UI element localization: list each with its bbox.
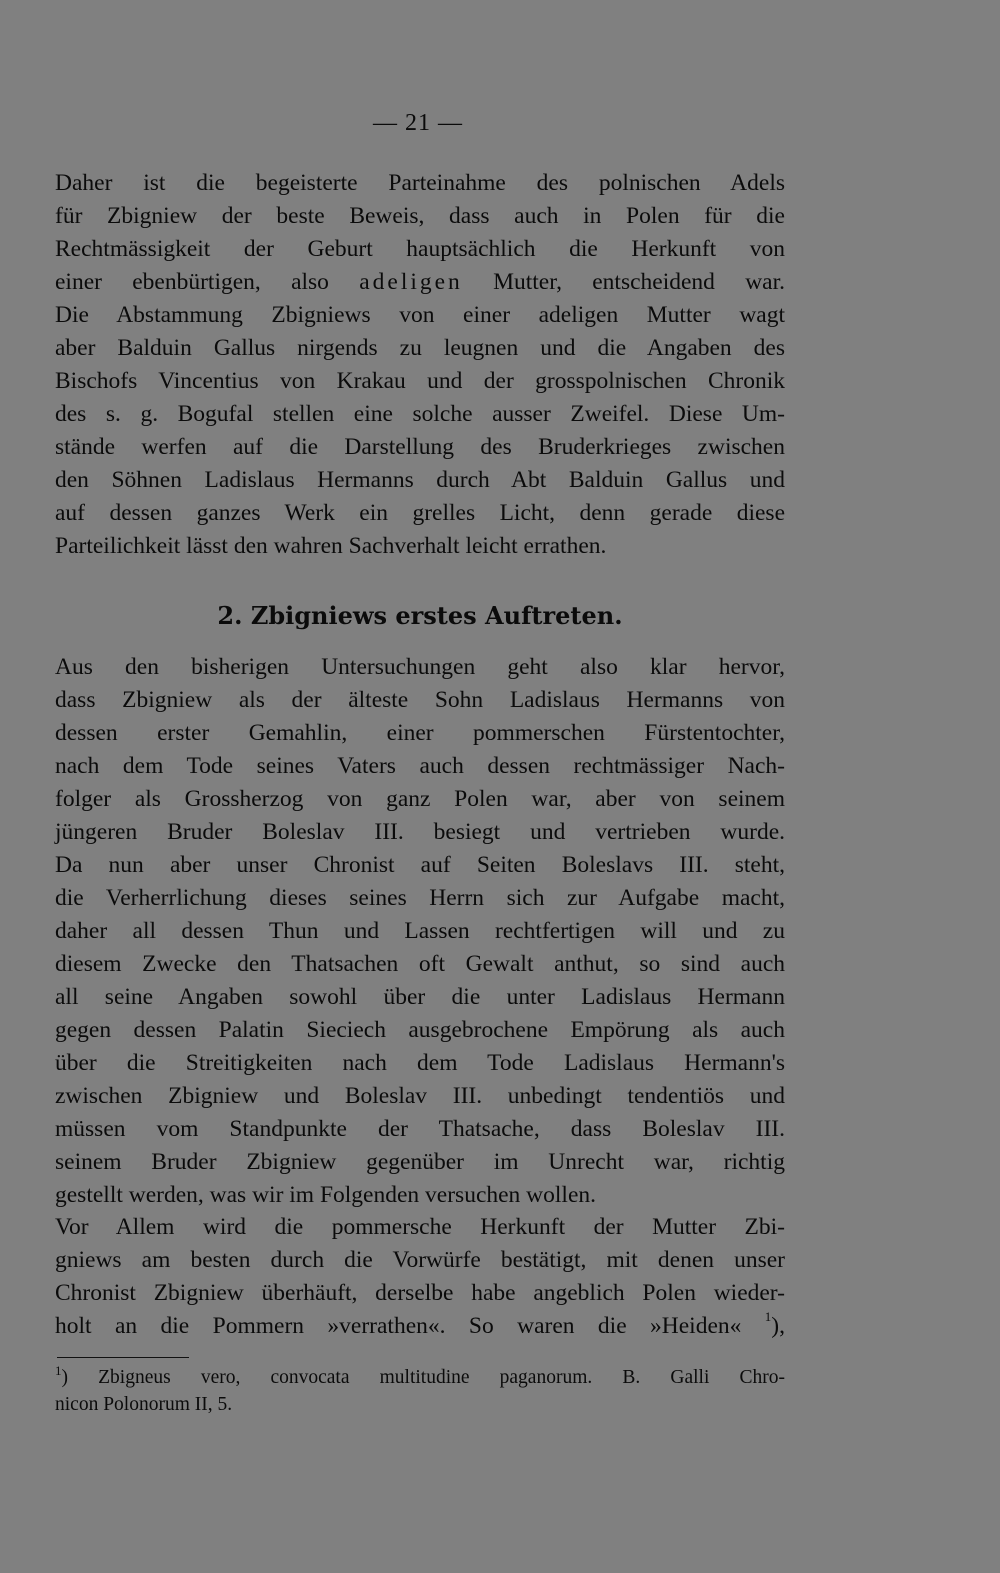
text-segment: ), xyxy=(771,1313,785,1339)
text-line xyxy=(55,266,785,299)
footnote xyxy=(55,1364,785,1418)
text-line: jüngeren Bruder Boleslav III. besiegt und vertrieben wurde. xyxy=(55,819,785,845)
text-line: daher all dessen Thun und Lassen rechtfertigen will und zu xyxy=(55,918,785,944)
footnote-marker: 1 xyxy=(55,1363,62,1378)
text-segment: Mutter, entscheidend war. xyxy=(462,269,786,295)
text-line: dessen erster Gemahlin, einer pommerschen Fürstentochter, xyxy=(55,720,785,746)
text-line: folger als Grossherzog von ganz Polen war, aber von seinem xyxy=(55,786,785,812)
text-segment: ) Zbigneus vero, convocata multitudine paganorum. B. Galli Chro- xyxy=(61,1367,785,1388)
text-segment: holt an die Pommern »verrathen«. So waren die »Heiden« xyxy=(55,1313,765,1339)
footnote-reference: 1 xyxy=(764,1309,772,1324)
text-line: gegen dessen Palatin Sieciech ausgebrochene Empörung als auch xyxy=(55,1017,785,1043)
text-line: des s. g. Bogufal stellen eine solche ausser Zweifel. Diese Um- xyxy=(55,401,785,427)
text-line: Die Abstammung Zbigniews von einer adeligen Mutter wagt xyxy=(55,302,785,328)
section-heading: 2. Zbigniews erstes Auftreten. xyxy=(217,601,623,630)
text-line: die Verherrlichung dieses seines Herrn sich zur Aufgabe macht, xyxy=(55,885,785,911)
text-line: all seine Angaben sowohl über die unter Ladislaus Hermann xyxy=(55,984,785,1010)
text-line: zwischen Zbigniew und Boleslav III. unbedingt tendentiös und xyxy=(55,1083,785,1109)
text-line: diesem Zwecke den Thatsachen oft Gewalt anthut, so sind auch xyxy=(55,951,785,977)
text-line: Parteilichkeit lässt den wahren Sachverhalt leicht errathen. xyxy=(55,533,607,559)
text-line: Bischofs Vincentius von Krakau und der grosspolnischen Chronik xyxy=(55,368,785,394)
text-line: stände werfen auf die Darstellung des Bruderkrieges zwischen xyxy=(55,434,785,460)
text-line: seinem Bruder Zbigniew gegenüber im Unrecht war, richtig xyxy=(55,1149,785,1175)
text-segment: einer ebenbürtigen, also xyxy=(55,269,360,295)
paragraph-3 xyxy=(55,1211,785,1343)
text-line: Aus den bisherigen Untersuchungen geht also klar hervor, xyxy=(55,654,785,680)
text-line: über die Streitigkeiten nach dem Tode Ladislaus Hermann's xyxy=(55,1050,785,1076)
text-line: Rechtmässigkeit der Geburt hauptsächlich die Herkunft von xyxy=(55,236,785,262)
text-line: aber Balduin Gallus nirgends zu leugnen und die Angaben des xyxy=(55,335,785,361)
footnote-line xyxy=(55,1364,785,1391)
page-number: — 21 — xyxy=(373,110,463,136)
text-line: für Zbigniew der beste Beweis, dass auch in Polen für die xyxy=(55,203,785,229)
emphasized-word: adeligen xyxy=(359,269,463,295)
text-line: auf dessen ganzes Werk ein grelles Licht, denn gerade diese xyxy=(55,500,785,526)
text-line: Daher ist die begeisterte Parteinahme des polnischen Adels xyxy=(55,170,785,196)
text-line: den Söhnen Ladislaus Hermanns durch Abt Balduin Gallus und xyxy=(55,467,785,493)
text-line: gestellt werden, was wir im Folgenden versuchen wollen. xyxy=(55,1182,597,1208)
text-line xyxy=(55,1310,785,1343)
text-line: Chronist Zbigniew überhäuft, derselbe habe angeblich Polen wieder- xyxy=(55,1280,785,1306)
text-line: nach dem Tode seines Vaters auch dessen rechtmässiger Nach- xyxy=(55,753,785,779)
text-line: dass Zbigniew als der älteste Sohn Ladislaus Hermanns von xyxy=(55,687,785,713)
paragraph-1 xyxy=(55,167,785,563)
text-line: müssen vom Standpunkte der Thatsache, dass Boleslav III. xyxy=(55,1116,785,1142)
paragraph-2 xyxy=(55,651,785,1212)
text-line: gniews am besten durch die Vorwürfe bestätigt, mit denen unser xyxy=(55,1247,785,1273)
footnote-divider xyxy=(57,1357,189,1358)
text-line: Da nun aber unser Chronist auf Seiten Boleslavs III. steht, xyxy=(55,852,785,878)
footnote-line: nicon Polonorum II, 5. xyxy=(55,1394,233,1415)
text-line: Vor Allem wird die pommersche Herkunft der Mutter Zbi- xyxy=(55,1214,785,1240)
